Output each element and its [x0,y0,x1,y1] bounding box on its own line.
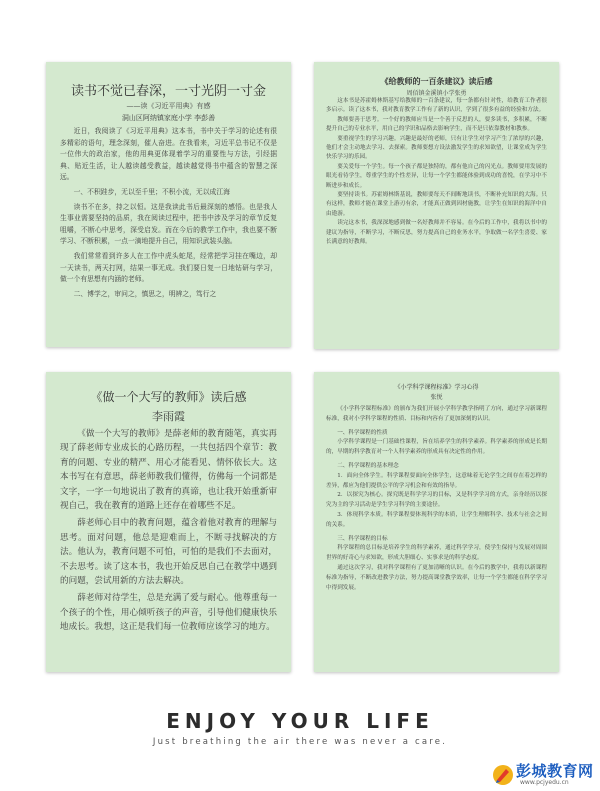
paragraph: 薛老师对待学生，总是充满了爱与耐心。他尊重每一个孩子的个性，用心倾听孩子的声音，引导他们健康快乐地成长。我想，这正是我们每一位教师应该学习的地方。 [60,593,277,633]
card-title: 读书不觉已春深，一寸光阴一寸金 [70,84,266,99]
section-heading: 一、不积跬步，无以至千里；不积小流，无以成江海 [73,187,230,196]
paragraph: 教师要善于思考。一个好的教师应当是一个善于反思的人，要多读书，多积累，不断提升自己的专业水平，用自己的学识和品格去影响学生，而不是只依靠教材和教参。 [326,116,547,133]
card-title: 《做一个大写的教师》读后感 [90,390,247,404]
paragraph: 要坚持读书。苏霍姆林斯基说，教师要每天不间断地读书，不断补充知识的大海。只有这样，教师才能在课堂上游刃有余，才能真正做到因材施教，让学生在知识的海洋中自由遨游。 [326,192,547,217]
paragraph: 读书不在多，持之以恒。这是我读此书后最深刻的感悟。也是我人生事业需要坚持的品质，我在阅读过程中，把书中涉及学习的章节反复咀嚼，不断心中思考，深受启发。而在今后的教学工作中，我也要不断学习、不断积累，一点一滴地提升自己，用知识武装头脑。 [60,202,277,246]
card-subtitle: 周佰镇金溪镇小学张勇 [406,90,467,97]
paragraph: 科学课程的总目标是培养学生的科学素养，通过科学学习，使学生保持与发展对周围世界的好奇心与求知欲，形成大胆细心、实事求是的科学态度。 [326,545,547,562]
watermark-site-url: www.pcjyedu.cn [520,779,569,786]
paragraph: 3．体现科学本质。科学课程要体现科学的本质，让学生理解科学、技术与社会之间的关系。 [326,511,547,528]
paragraph: 薛老师心目中的教育问题，蕴含着他对教育的理解与思考。面对问题，他总是迎难而上，不断寻找解决的方法。他认为，教育问题不可怕，可怕的是我们不去面对，不去思考。读了这本书，我也开始反思自己在教学中遇到的问题，尝试用新的方法去解决。 [60,518,277,587]
section-heading: 一、科学课程的性质 [337,429,388,436]
paragraph: 这本书是苏霍姆林斯基写给教师的一百条建议，每一条都有针对性，给教育工作者很多启示。读了这本书，我对教育教学工作有了新的认识，学到了很多有益的经验和方法。 [326,98,547,114]
watermark-site-name: 彭城教育网 [516,762,594,780]
section-heading: 三、科学课程的目标 [337,535,388,542]
card-title: 《小学科学课程标准》学习心得 [394,384,479,391]
paragraph: 《小学科学课程标准》的颁布为我们开展小学科学教学指明了方向，通过学习新课程标准，我对小学科学课程的性质、目标和内容有了更加深刻的认识。 [326,406,547,422]
essay-card-reading-spring [46,62,291,347]
essay-card-capital-teacher [46,372,291,672]
paragraph: 《做一个大写的教师》是薛老师的教育随笔，真实再现了薛老师专业成长的心路历程，一共包括四个章节：教育的问题、专业的精严、用心才能看见、情怀依长大。这本书写在有意思，薛老师教我们懂得，仿佛每一个词都是文字，一字一句地说出了教育的真谛，也让我开始重新审视自己，我在教育的道路上还存在着哪些不足。 [60,429,277,512]
paragraph: 1．面向全体学生。科学课程要面向全体学生，这意味着无论学生之间存在着怎样的差异，都应为他们提供公平的学习机会和有效的指导。 [326,472,547,489]
pencil-logo-icon [492,764,514,786]
paragraph: 要关爱每一个学生。每一个孩子都是独特的，都有他自己的闪光点。教师要用发展的眼光看待学生，尊重学生的个性差异，让每一个学生都能体验到成功的喜悦，在学习中不断进步和成长。 [326,163,547,189]
paragraph: 要重视学生的学习兴趣。兴趣是最好的老师，只有让学生对学习产生了浓厚的兴趣，他们才会主动地去学习、去探索。教师要想方设法激发学生的求知欲望，让课堂成为学生快乐学习的乐园。 [326,135,547,161]
card-title: 《给教师的一百条建议》读后感 [380,76,493,86]
section-heading: 二、科学课程的基本理念 [337,462,399,469]
card-author: 洞山区阿纳镇家庭小学 李彭善 [121,114,216,122]
section-heading: 二、博学之，审问之，慎思之，明辨之，笃行之 [73,289,217,298]
essay-card-science-curriculum [314,372,559,672]
card-author: 李雨霞 [152,410,185,423]
footer-headline: ENJOY YOUR LIFE [166,709,434,733]
essay-card-hundred-suggestions [314,62,559,349]
paragraph: 读完这本书，我深深地感到做一名好教师并不容易。在今后的工作中，我将以书中的建议为指导，不断学习，不断反思，努力提高自己的业务水平，争取做一名学生喜爱、家长满意的好教师。 [326,220,547,246]
footer-tagline: Just breathing the air there was never a care. [152,737,448,747]
paragraph: 通过这次学习，我对科学课程有了更加清晰的认识。在今后的教学中，我将以新课程标准为指导，不断改进教学方法，努力提高课堂教学效率，让每一个学生都能在科学学习中得到发展。 [326,564,547,591]
paragraph: 2．以探究为核心。探究既是科学学习的目标，又是科学学习的方式，亲身经历以探究为主的学习活动是学生学习科学的主要途径。 [326,492,547,509]
paragraph: 小学科学课程是一门基础性课程，旨在培养学生的科学素养。科学素养的形成是长期的，早期的科学教育对一个人科学素养的形成具有决定性的作用。 [326,439,547,456]
paragraph: 我们常常看到许多人在工作中虎头蛇尾，经常把学习挂在嘴边，却一天读书，两天打网，结果一事无成。我们要日复一日地钻研与学习，做一个有思想有内涵的老师。 [60,251,277,284]
paragraph: 近日，我阅读了《习近平用典》这本书，书中关于学习的论述有很多精彩的语句，理念深刻，催人奋进。在我看来，习近平总书记不仅是一位伟大的政治家，他的用典更体现着学习的重要性与方法，引经据典、贴近生活，让人越读越受教益，越读越觉得书中蕴含的智慧之深远。 [60,127,277,182]
card-subtitle: ——读《习近平用典》有感 [126,102,211,110]
site-watermark-logo [492,762,596,789]
card-author: 张悦 [430,394,443,401]
